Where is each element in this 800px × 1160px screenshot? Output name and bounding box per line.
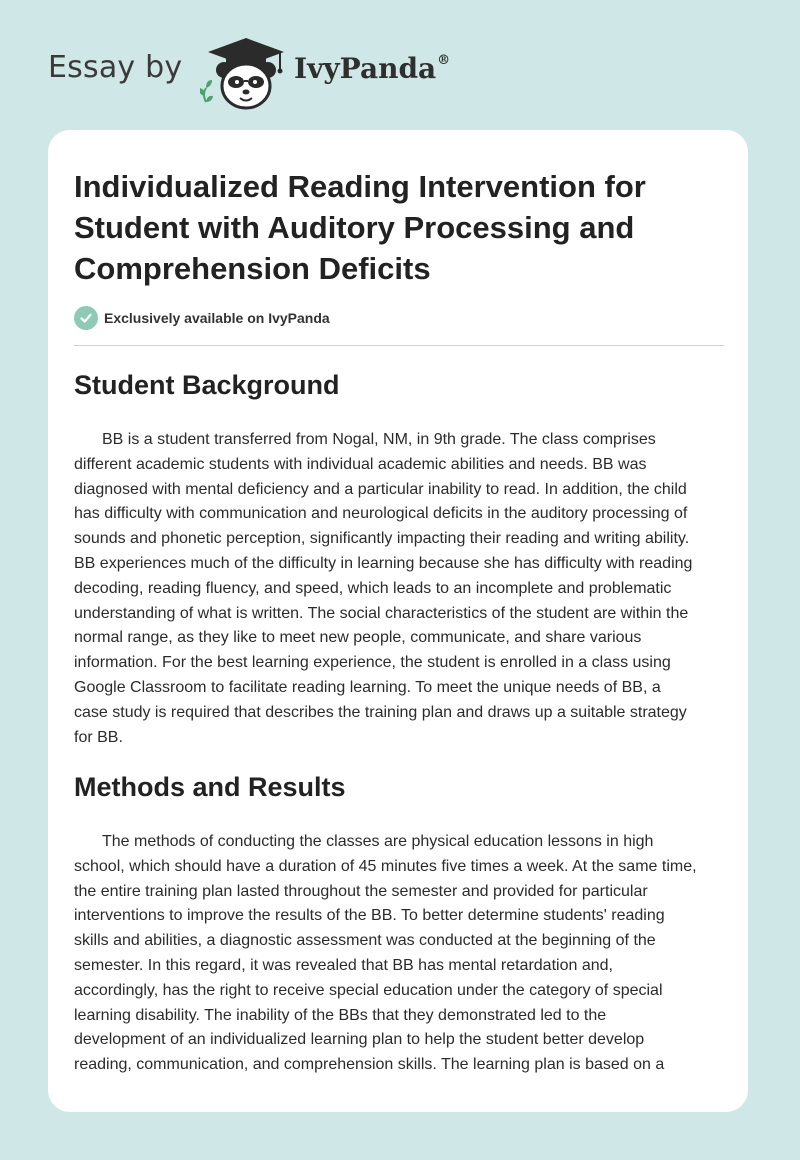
- paragraph-line: BB experiences much of the difficulty in learning because she has difficulty with reading: [74, 554, 693, 572]
- panda-logo-icon[interactable]: [200, 36, 292, 112]
- paragraph-line: accordingly, has the right to receive special education under the category of special: [74, 981, 663, 999]
- site-header: [0, 0, 800, 130]
- essay-title: Individualized Reading Intervention for Student with Auditory Processing and Comprehension Deficits: [74, 169, 646, 286]
- divider: [74, 345, 724, 346]
- paragraph-line: sounds and phonetic perception, significantly impacting their reading and writing ability.: [74, 530, 690, 548]
- paragraph-line: for BB.: [74, 728, 123, 746]
- paragraph-line: different academic students with individual academic abilities and needs. BB was: [74, 455, 647, 473]
- paragraph-line: normal range, as they like to meet new people, communicate, and share various: [74, 629, 642, 647]
- paragraph-line: school, which should have a duration of 45 minutes five times a week. At the same time,: [74, 857, 697, 875]
- exclusive-badge: [74, 306, 330, 330]
- essay-by-label: Essay by: [48, 50, 183, 85]
- paragraph-line: case study is required that describes the training plan and draws up a suitable strategy: [74, 703, 687, 721]
- paragraph-line: understanding of what is written. The social characteristics of the student are within the: [74, 604, 689, 622]
- section-heading-student-background: Student Background: [74, 370, 340, 400]
- paragraph-line: Google Classroom to facilitate reading learning. To meet the unique needs of BB, a: [74, 678, 661, 696]
- paragraph-line: The methods of conducting the classes are physical education lessons in high: [102, 833, 654, 850]
- paragraph-line: reading, communication, and comprehension skills. The learning plan is based on a: [74, 1056, 665, 1074]
- registered-mark: ®: [437, 52, 451, 68]
- exclusive-badge-label: Exclusively available on IvyPanda: [104, 310, 330, 326]
- section-paragraph-methods-and-results: [74, 830, 724, 1078]
- paragraph-line: BB is a student transferred from Nogal, NM, in 9th grade. The class comprises: [102, 431, 656, 448]
- paragraph-line: information. For the best learning experience, the student is enrolled in a class using: [74, 654, 671, 672]
- paragraph-line: diagnosed with mental deficiency and a particular inability to read. In addition, the child: [74, 480, 687, 498]
- paragraph-line: skills and abilities, a diagnostic assessment was conducted at the beginning of the: [74, 932, 656, 950]
- paragraph-line: interventions to improve the results of the BB. To better determine students' reading: [74, 907, 665, 925]
- paragraph-line: development of an individualized learning plan to help the student better develop: [74, 1031, 645, 1049]
- paragraph-line: semester. In this regard, it was revealed that BB has mental retardation and,: [74, 956, 613, 974]
- section-paragraph-student-background: [74, 428, 724, 750]
- paragraph-line: the entire training plan lasted throughout the semester and provided for particular: [74, 882, 648, 900]
- checkmark-icon: [74, 306, 98, 330]
- brand-name[interactable]: [294, 52, 450, 85]
- section-heading-methods-and-results: Methods and Results: [74, 772, 346, 802]
- brand-text: IvyPanda: [294, 52, 437, 85]
- paragraph-line: learning disability. The inability of the BBs that they demonstrated led to the: [74, 1006, 607, 1024]
- paragraph-line: has difficulty with communication and neurological deficits in the auditory processing of: [74, 505, 688, 523]
- paragraph-line: decoding, reading fluency, and speed, which leads to an incomplete and problematic: [74, 579, 672, 597]
- essay-card: [48, 130, 748, 1112]
